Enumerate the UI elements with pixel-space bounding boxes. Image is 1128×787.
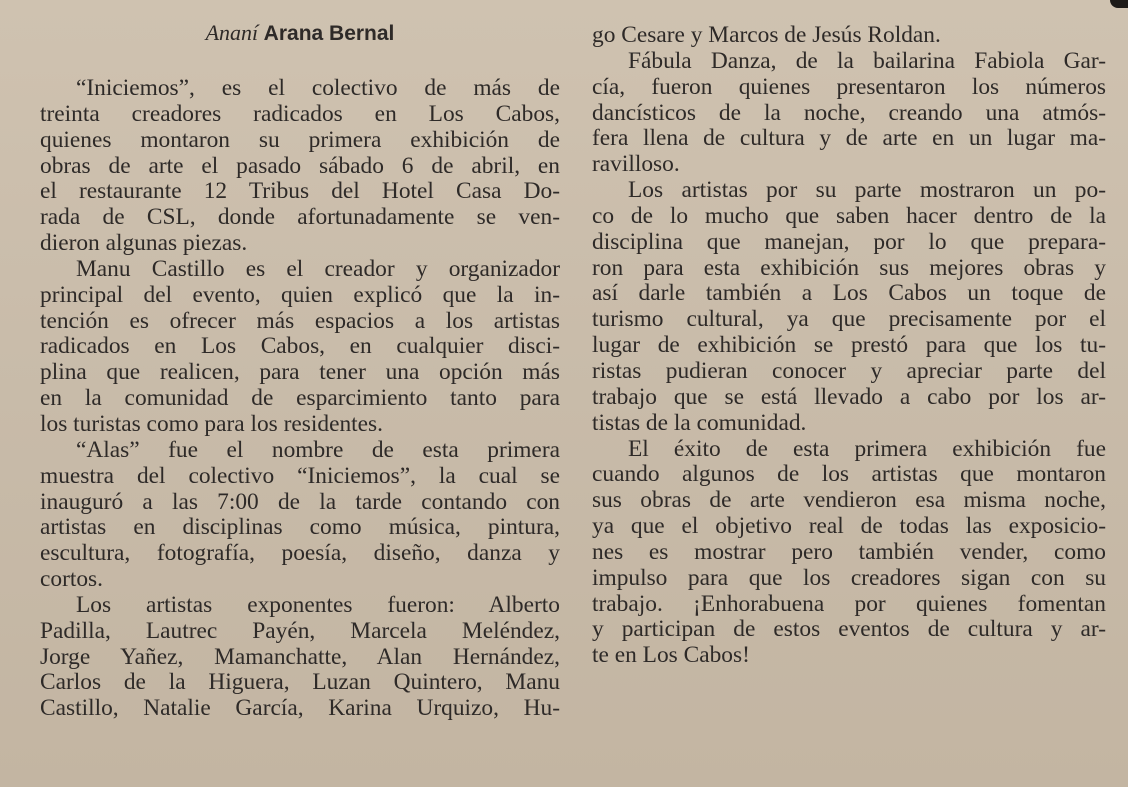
text-line: Los artistas exponentes fueron: Alberto <box>76 591 560 618</box>
right-column-text <box>592 23 1106 669</box>
text-line: El éxito de esta primera exhibición fue <box>628 435 1106 462</box>
text-line: Los artistas por su parte mostraron un po- <box>628 177 1106 204</box>
author-last-name: Arana Bernal <box>263 22 395 45</box>
text-line: dancísticos de la noche, creando una atmós- <box>592 99 1106 126</box>
text-line: trabajo. ¡Enhorabuena por quienes fomentan <box>592 590 1106 617</box>
text-line: turismo cultural, ya que precisamente por el <box>592 306 1106 333</box>
text-line: fera llena de cultura y de arte en un lugar ma- <box>592 125 1106 152</box>
text-line: ravilloso. <box>592 151 680 178</box>
text-line: muestra del colectivo “Iniciemos”, la cual se <box>40 462 560 489</box>
text-line: “Alas” fue el nombre de esta primera <box>76 436 560 463</box>
text-line: radicados en Los Cabos, en cualquier disci- <box>40 333 560 360</box>
text-line: obras de arte el pasado sábado 6 de abril, en <box>40 152 560 179</box>
text-line: en la comunidad de esparcimiento tanto para <box>40 385 560 412</box>
text-line: treinta creadores radicados en Los Cabos, <box>40 100 560 127</box>
text-line: ya que el objetivo real de todas las exposicio- <box>592 513 1106 540</box>
text-line: rada de CSL, donde afortunadamente se ven- <box>40 204 560 231</box>
text-line: quienes montaron su primera exhibición de <box>40 126 560 153</box>
text-line: tistas de la comunidad. <box>592 409 807 436</box>
text-line: los turistas como para los residentes. <box>40 410 383 437</box>
text-line: nes es mostrar pero también vender, como <box>592 538 1106 565</box>
text-line: escultura, fotografía, poesía, diseño, danza y <box>40 540 560 567</box>
text-line: ron para esta exhibición sus mejores obras y <box>592 254 1106 281</box>
text-line: principal del evento, quien explicó que la in- <box>40 281 560 308</box>
text-line: Castillo, Natalie García, Karina Urquizo, Hu- <box>40 695 560 722</box>
text-line: cortos. <box>40 566 104 593</box>
text-line: el restaurante 12 Tribus del Hotel Casa Do- <box>40 178 560 205</box>
author-first-name: Ananí <box>205 20 259 45</box>
text-line: Padilla, Lautrec Payén, Marcela Meléndez, <box>40 617 560 644</box>
text-line: lugar de exhibición se prestó para que los tu- <box>592 332 1106 359</box>
text-line: impulso para que los creadores sigan con su <box>592 564 1106 591</box>
text-line: te en Los Cabos! <box>592 642 750 669</box>
text-line: sus obras de arte vendieron esa misma noche, <box>592 487 1106 514</box>
text-line: Manu Castillo es el creador y organizador <box>76 255 560 282</box>
text-line: co de lo mucho que saben hacer dentro de la <box>592 202 1106 229</box>
text-line: cuando algunos de los artistas que montaron <box>592 461 1106 488</box>
text-line: trabajo que se está llevado a cabo por los ar- <box>592 383 1106 410</box>
left-column-text <box>40 76 560 722</box>
text-line: “Iniciemos”, es el colectivo de más de <box>76 75 560 101</box>
corner-ink-mark <box>1110 0 1128 8</box>
text-line: dieron algunas piezas. <box>40 230 248 257</box>
text-line: ristas pudieran conocer y apreciar parte del <box>592 357 1106 384</box>
text-line: así darle también a Los Cabos un toque de <box>592 280 1106 307</box>
text-line: disciplina que manejan, por lo que prepara- <box>592 228 1106 255</box>
text-line: plina que realicen, para tener una opción más <box>40 359 560 386</box>
byline <box>40 20 560 47</box>
text-line: Carlos de la Higuera, Luzan Quintero, Manu <box>40 669 560 696</box>
text-line: artistas en disciplinas como música, pintura, <box>40 514 560 541</box>
text-line: cía, fueron quienes presentaron los números <box>592 73 1106 100</box>
text-line: go Cesare y Marcos de Jesús Roldan. <box>592 22 941 48</box>
text-line: Jorge Yañez, Mamanchatte, Alan Hernández, <box>40 643 560 670</box>
text-line: y participan de estos eventos de cultura y ar- <box>592 616 1106 643</box>
text-line: Fábula Danza, de la bailarina Fabiola Gar- <box>628 47 1106 74</box>
text-line: tención es ofrecer más espacios a los artistas <box>40 307 560 334</box>
text-line: inauguró a las 7:00 de la tarde contando con <box>40 488 560 515</box>
